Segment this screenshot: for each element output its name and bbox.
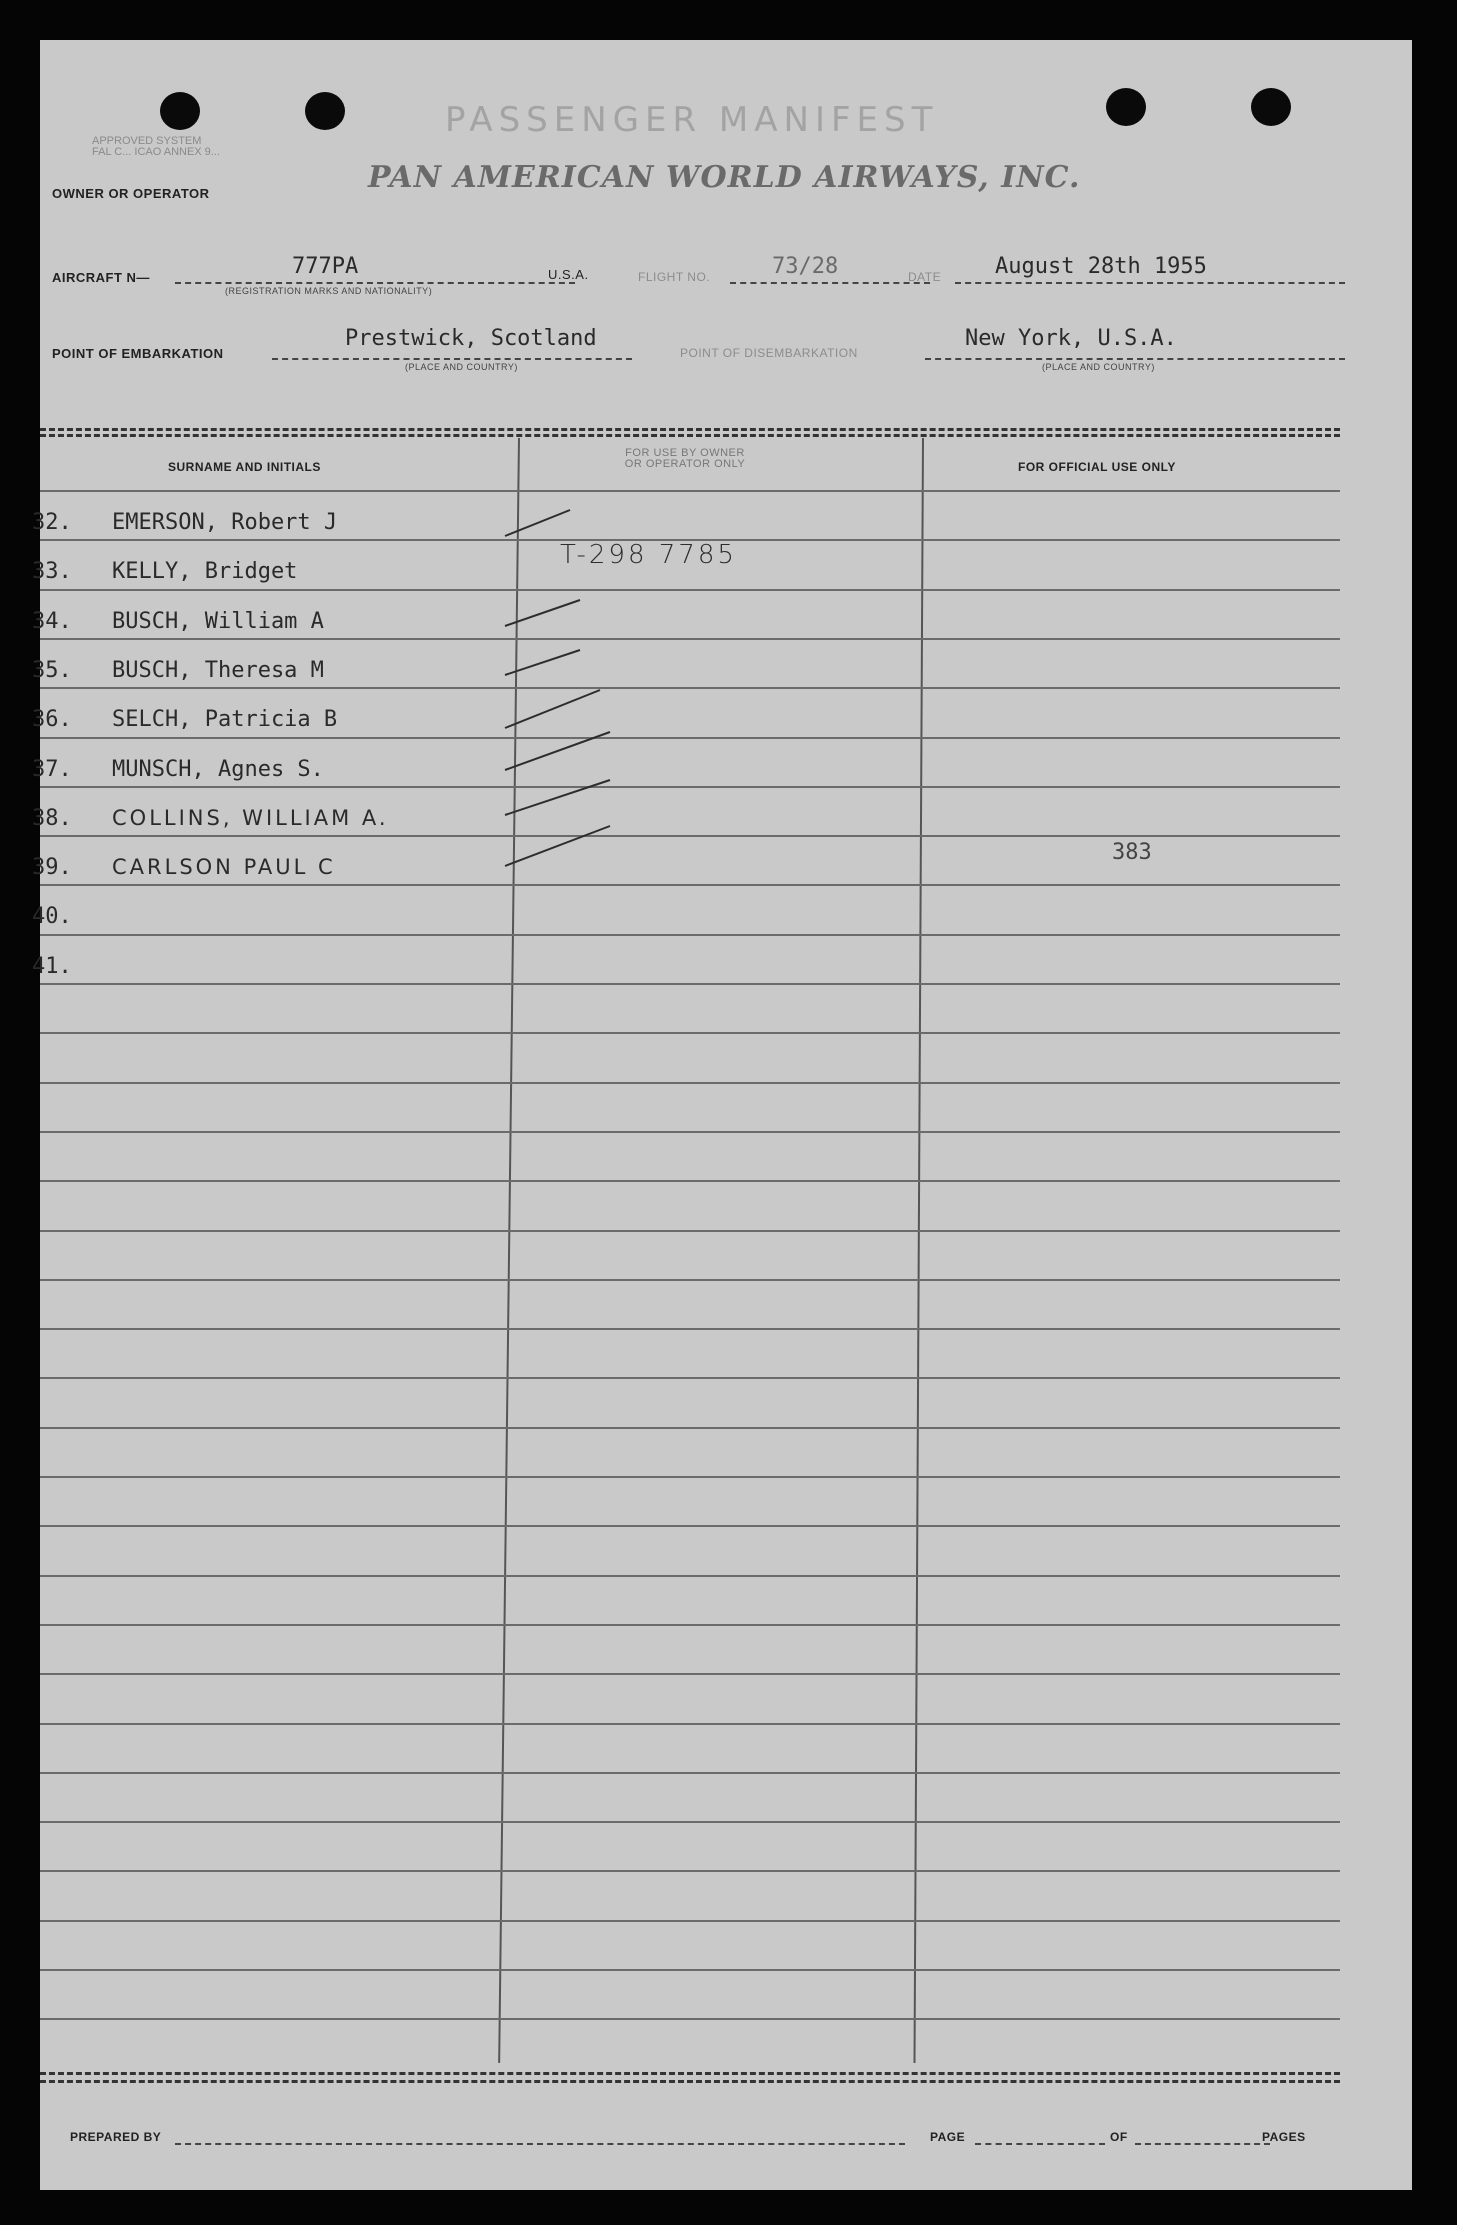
row-number: 33. [32, 559, 72, 584]
row-rule [40, 1328, 1340, 1330]
usa-label: U.S.A. [548, 267, 589, 282]
row-rule [40, 2018, 1340, 2020]
prepared-label: PREPARED BY [70, 2130, 162, 2144]
passenger-name: SELCH, Patricia B [112, 707, 338, 732]
page-title: PASSENGER MANIFEST [445, 100, 939, 140]
row-rule [40, 1821, 1340, 1823]
official-note: 383 [1112, 840, 1152, 865]
table-top-rule [40, 428, 1340, 431]
row-rule [40, 1377, 1340, 1379]
of-line [1135, 2143, 1270, 2145]
row-rule [40, 1032, 1340, 1034]
passenger-name: BUSCH, William A [112, 609, 324, 634]
punch-hole-1 [160, 92, 200, 130]
owner-note: T-298 7785 [560, 540, 737, 570]
row-rule [40, 983, 1340, 985]
row-rule [40, 1180, 1340, 1182]
date-label: DATE [908, 270, 942, 284]
of-label: OF [1110, 2130, 1128, 2144]
prepared-line [175, 2143, 905, 2145]
aircraft-sub: (REGISTRATION MARKS AND NATIONALITY) [225, 286, 433, 296]
row-rule [40, 1082, 1340, 1084]
row-rule [40, 1624, 1340, 1626]
disembark-line [925, 358, 1345, 360]
date-value: August 28th 1955 [995, 254, 1207, 279]
row-rule [40, 1969, 1340, 1971]
row-number: 41. [32, 954, 72, 979]
punch-hole-2 [305, 92, 345, 130]
col-divider-2 [913, 438, 924, 2063]
embark-value: Prestwick, Scotland [345, 326, 597, 351]
row-rule [40, 1525, 1340, 1527]
row-rule [40, 1279, 1340, 1281]
row-rule [40, 1723, 1340, 1725]
page-line [975, 2143, 1105, 2145]
row-rule [40, 1870, 1340, 1872]
passenger-name: MUNSCH, Agnes S. [112, 757, 324, 782]
flight-label: FLIGHT NO. [638, 270, 711, 284]
row-number: 36. [32, 707, 72, 732]
row-rule [40, 1230, 1340, 1232]
row-rule [40, 1427, 1340, 1429]
passenger-name: BUSCH, Theresa M [112, 658, 324, 683]
disembark-value: New York, U.S.A. [965, 326, 1177, 351]
approval-note: APPROVED SYSTEM FAL C... ICAO ANNEX 9... [92, 135, 220, 158]
date-line [955, 282, 1345, 284]
owner-value: PAN AMERICAN WORLD AIRWAYS, INC. [368, 160, 1081, 195]
col-official-use: FOR OFFICIAL USE ONLY [1018, 460, 1176, 474]
row-rule [40, 1575, 1340, 1577]
punch-hole-4 [1251, 88, 1291, 126]
row-number: 32. [32, 510, 72, 535]
aircraft-label: AIRCRAFT N— [52, 270, 150, 285]
disembark-label: POINT OF DISEMBARKATION [680, 346, 858, 360]
pages-label: PAGES [1262, 2130, 1306, 2144]
col-surname: SURNAME AND INITIALS [168, 460, 321, 474]
row-number: 38. [32, 806, 72, 831]
punch-hole-3 [1106, 88, 1146, 126]
flight-value: 73/28 [772, 254, 839, 279]
owner-label: OWNER OR OPERATOR [52, 186, 210, 201]
row-number: 37. [32, 757, 72, 782]
page-label: PAGE [930, 2130, 966, 2144]
passenger-name: EMERSON, Robert J [112, 510, 338, 535]
disembark-sub: (PLACE AND COUNTRY) [1042, 362, 1155, 372]
aircraft-line [175, 282, 575, 284]
embark-label: POINT OF EMBARKATION [52, 346, 224, 361]
row-rule [40, 1772, 1340, 1774]
embark-sub: (PLACE AND COUNTRY) [405, 362, 518, 372]
table-bottom-rule [40, 2072, 1340, 2075]
manifest-sheet [32, 40, 1412, 2190]
flight-line [730, 282, 930, 284]
row-rule [40, 1131, 1340, 1133]
row-rule [40, 1673, 1340, 1675]
row-rule [40, 1476, 1340, 1478]
col-owner-use: FOR USE BY OWNER OR OPERATOR ONLY [624, 447, 746, 470]
row-rule [40, 1920, 1340, 1922]
table-top-rule-2 [40, 434, 1340, 437]
row-number: 40. [32, 904, 72, 929]
embark-line [272, 358, 632, 360]
table-bottom-rule-2 [40, 2080, 1340, 2083]
passenger-name: CARLSON PAUL C [112, 855, 336, 879]
row-number: 34. [32, 609, 72, 634]
row-number: 35. [32, 658, 72, 683]
aircraft-value: 777PA [292, 254, 359, 279]
passenger-name: KELLY, Bridget [112, 559, 298, 584]
row-number: 39. [32, 855, 72, 880]
passenger-name: COLLINS, WILLIAM A. [112, 806, 389, 830]
